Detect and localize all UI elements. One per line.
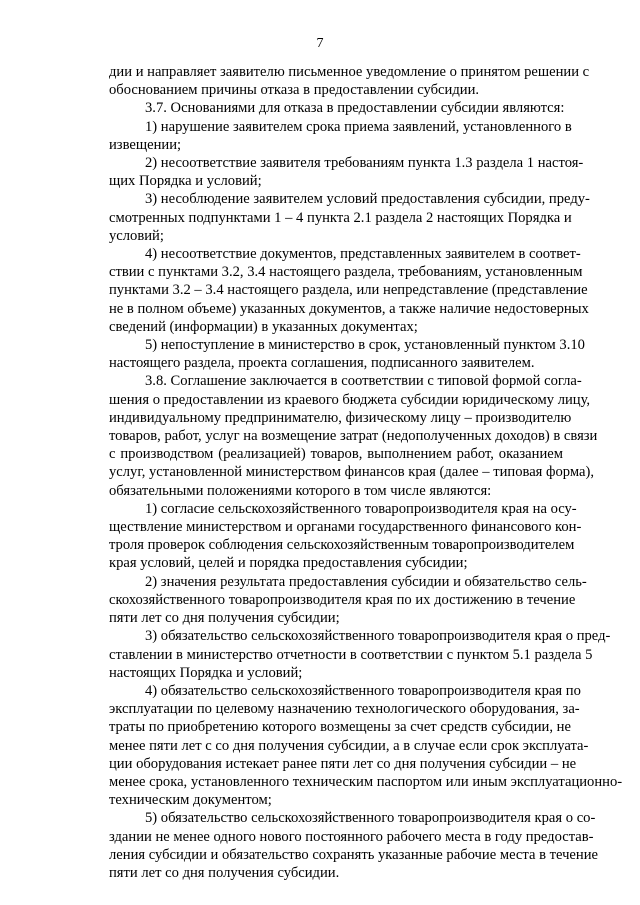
text-line: ции оборудования истекает ранее пяти лет со дня получения субсидии – не	[109, 755, 577, 772]
text-line: троля проверок соблюдения сельскохозяйственным товаропроизводителем	[109, 537, 575, 554]
text-line: смотренных подпунктами 1 – 4 пункта 2.1 раздела 2 настоящих Порядка и	[109, 209, 572, 226]
text-line: 3) несоблюдение заявителем условий предоставления субсидии, преду-	[145, 191, 590, 208]
text-line: не в полном объеме) указанных документов, а также наличие недостоверных	[109, 300, 589, 317]
paragraph	[109, 500, 582, 573]
text-line: 5) обязательство сельскохозяйственного товаропроизводителя края о со-	[145, 810, 596, 827]
text-line: 2) несоответствие заявителя требованиям пункта 1.3 раздела 1 настоя-	[145, 155, 584, 172]
text-line: услуг, установленной министерством финансов края (далее – типовая форма),	[109, 464, 594, 481]
text-line: 5) непоступление в министерство в срок, установленный пунктом 3.10	[145, 337, 585, 354]
page-number: 7	[316, 36, 324, 51]
paragraph	[109, 809, 599, 882]
text-line: 4) обязательство сельскохозяйственного товаропроизводителя края по	[145, 682, 581, 699]
text-line: ления субсидии и обязательство сохранять указанные рабочие места в течение	[109, 846, 599, 863]
text-line: настоящих Порядка и условий;	[109, 664, 303, 681]
text-line: менее пяти лет с со дня получения субсидии, а в случае если срок эксплуата-	[109, 737, 589, 754]
text-line: индивидуальному предпринимателю, физическому лицу – производителю	[109, 409, 572, 426]
text-line: ществление министерством и органами государственного финансового кон-	[109, 519, 582, 536]
paragraph	[109, 245, 589, 336]
text-line: здании не менее одного нового постоянного рабочего места в году предостав-	[109, 828, 594, 845]
paragraph	[109, 190, 590, 245]
text-line: 2) значения результата предоставления субсидии и обязательство сель-	[145, 573, 587, 590]
text-line: 1) согласие сельскохозяйственного товаропроизводителя края на осу-	[145, 500, 577, 517]
text-line: 1) нарушение заявителем срока приема заявлений, установленного в	[145, 118, 572, 135]
text-line: настоящего раздела, проекта соглашения, подписанного заявителем.	[109, 355, 535, 372]
text-line: 3.8. Соглашение заключается в соответствии с типовой формой согла-	[145, 373, 582, 390]
paragraph	[109, 99, 563, 117]
text-line: дии и направляет заявителю письменное уведомление о принятом решении с	[109, 64, 590, 80]
text-line: обоснованием причины отказа в предоставлении субсидии.	[109, 82, 480, 99]
text-line: менее срока, установленного техническим паспортом или иным эксплуатационно-	[109, 773, 623, 790]
text-line: сведений (информации) в указанных документах;	[109, 318, 418, 335]
text-line: скохозяйственного товаропроизводителя края по их достижению в течение	[109, 591, 576, 608]
text-line: пунктами 3.2 – 3.4 настоящего раздела, или непредставление (представление	[109, 282, 588, 299]
text-line: пяти лет со дня получения субсидии;	[109, 610, 340, 627]
text-line: 3) обязательство сельскохозяйственного товаропроизводителя края о пред-	[145, 628, 611, 645]
text-line: ствии с пунктами 3.2, 3.4 настоящего раздела, требованиям, установленным	[109, 264, 583, 281]
document-body	[109, 63, 623, 882]
text-line: 3.7. Основаниями для отказа в предоставлении субсидии являются:	[145, 100, 565, 117]
paragraph	[109, 682, 623, 809]
text-line: шения о предоставлении из краевого бюджета субсидии юридическому лицу,	[109, 391, 591, 408]
text-line: условий;	[109, 227, 164, 244]
text-line: траты по приобретению которого возмещены за счет средств субсидии, не	[109, 719, 571, 736]
text-line: щих Порядка и условий;	[109, 173, 262, 190]
paragraph	[109, 336, 585, 372]
paragraph	[109, 627, 611, 682]
text-line: эксплуатации по целевому назначению технологического оборудования, за-	[109, 701, 580, 718]
text-line: 4) несоответствие документов, представленных заявителем в соответ-	[145, 246, 581, 263]
text-line: обязательными положениями которого в том числе являются:	[109, 482, 492, 499]
text-line: извещении;	[109, 136, 182, 153]
paragraph	[109, 154, 584, 190]
paragraph	[109, 63, 590, 99]
paragraph	[109, 372, 598, 499]
text-line: с производством (реализацией) товаров, выполнением работ, оказанием	[109, 446, 563, 463]
text-line: товаров, работ, услуг на возмещение затрат (недополученных доходов) в связи	[109, 428, 598, 445]
text-line: ставлении в министерство отчетности в соответствии с пунктом 5.1 раздела 5	[109, 646, 593, 663]
text-line: техническим документом;	[109, 792, 272, 809]
text-line: края условий, целей и порядка предоставления субсидии;	[109, 555, 468, 572]
paragraph	[109, 573, 587, 628]
paragraph	[109, 118, 572, 154]
text-line: пяти лет со дня получения субсидии.	[109, 864, 340, 881]
